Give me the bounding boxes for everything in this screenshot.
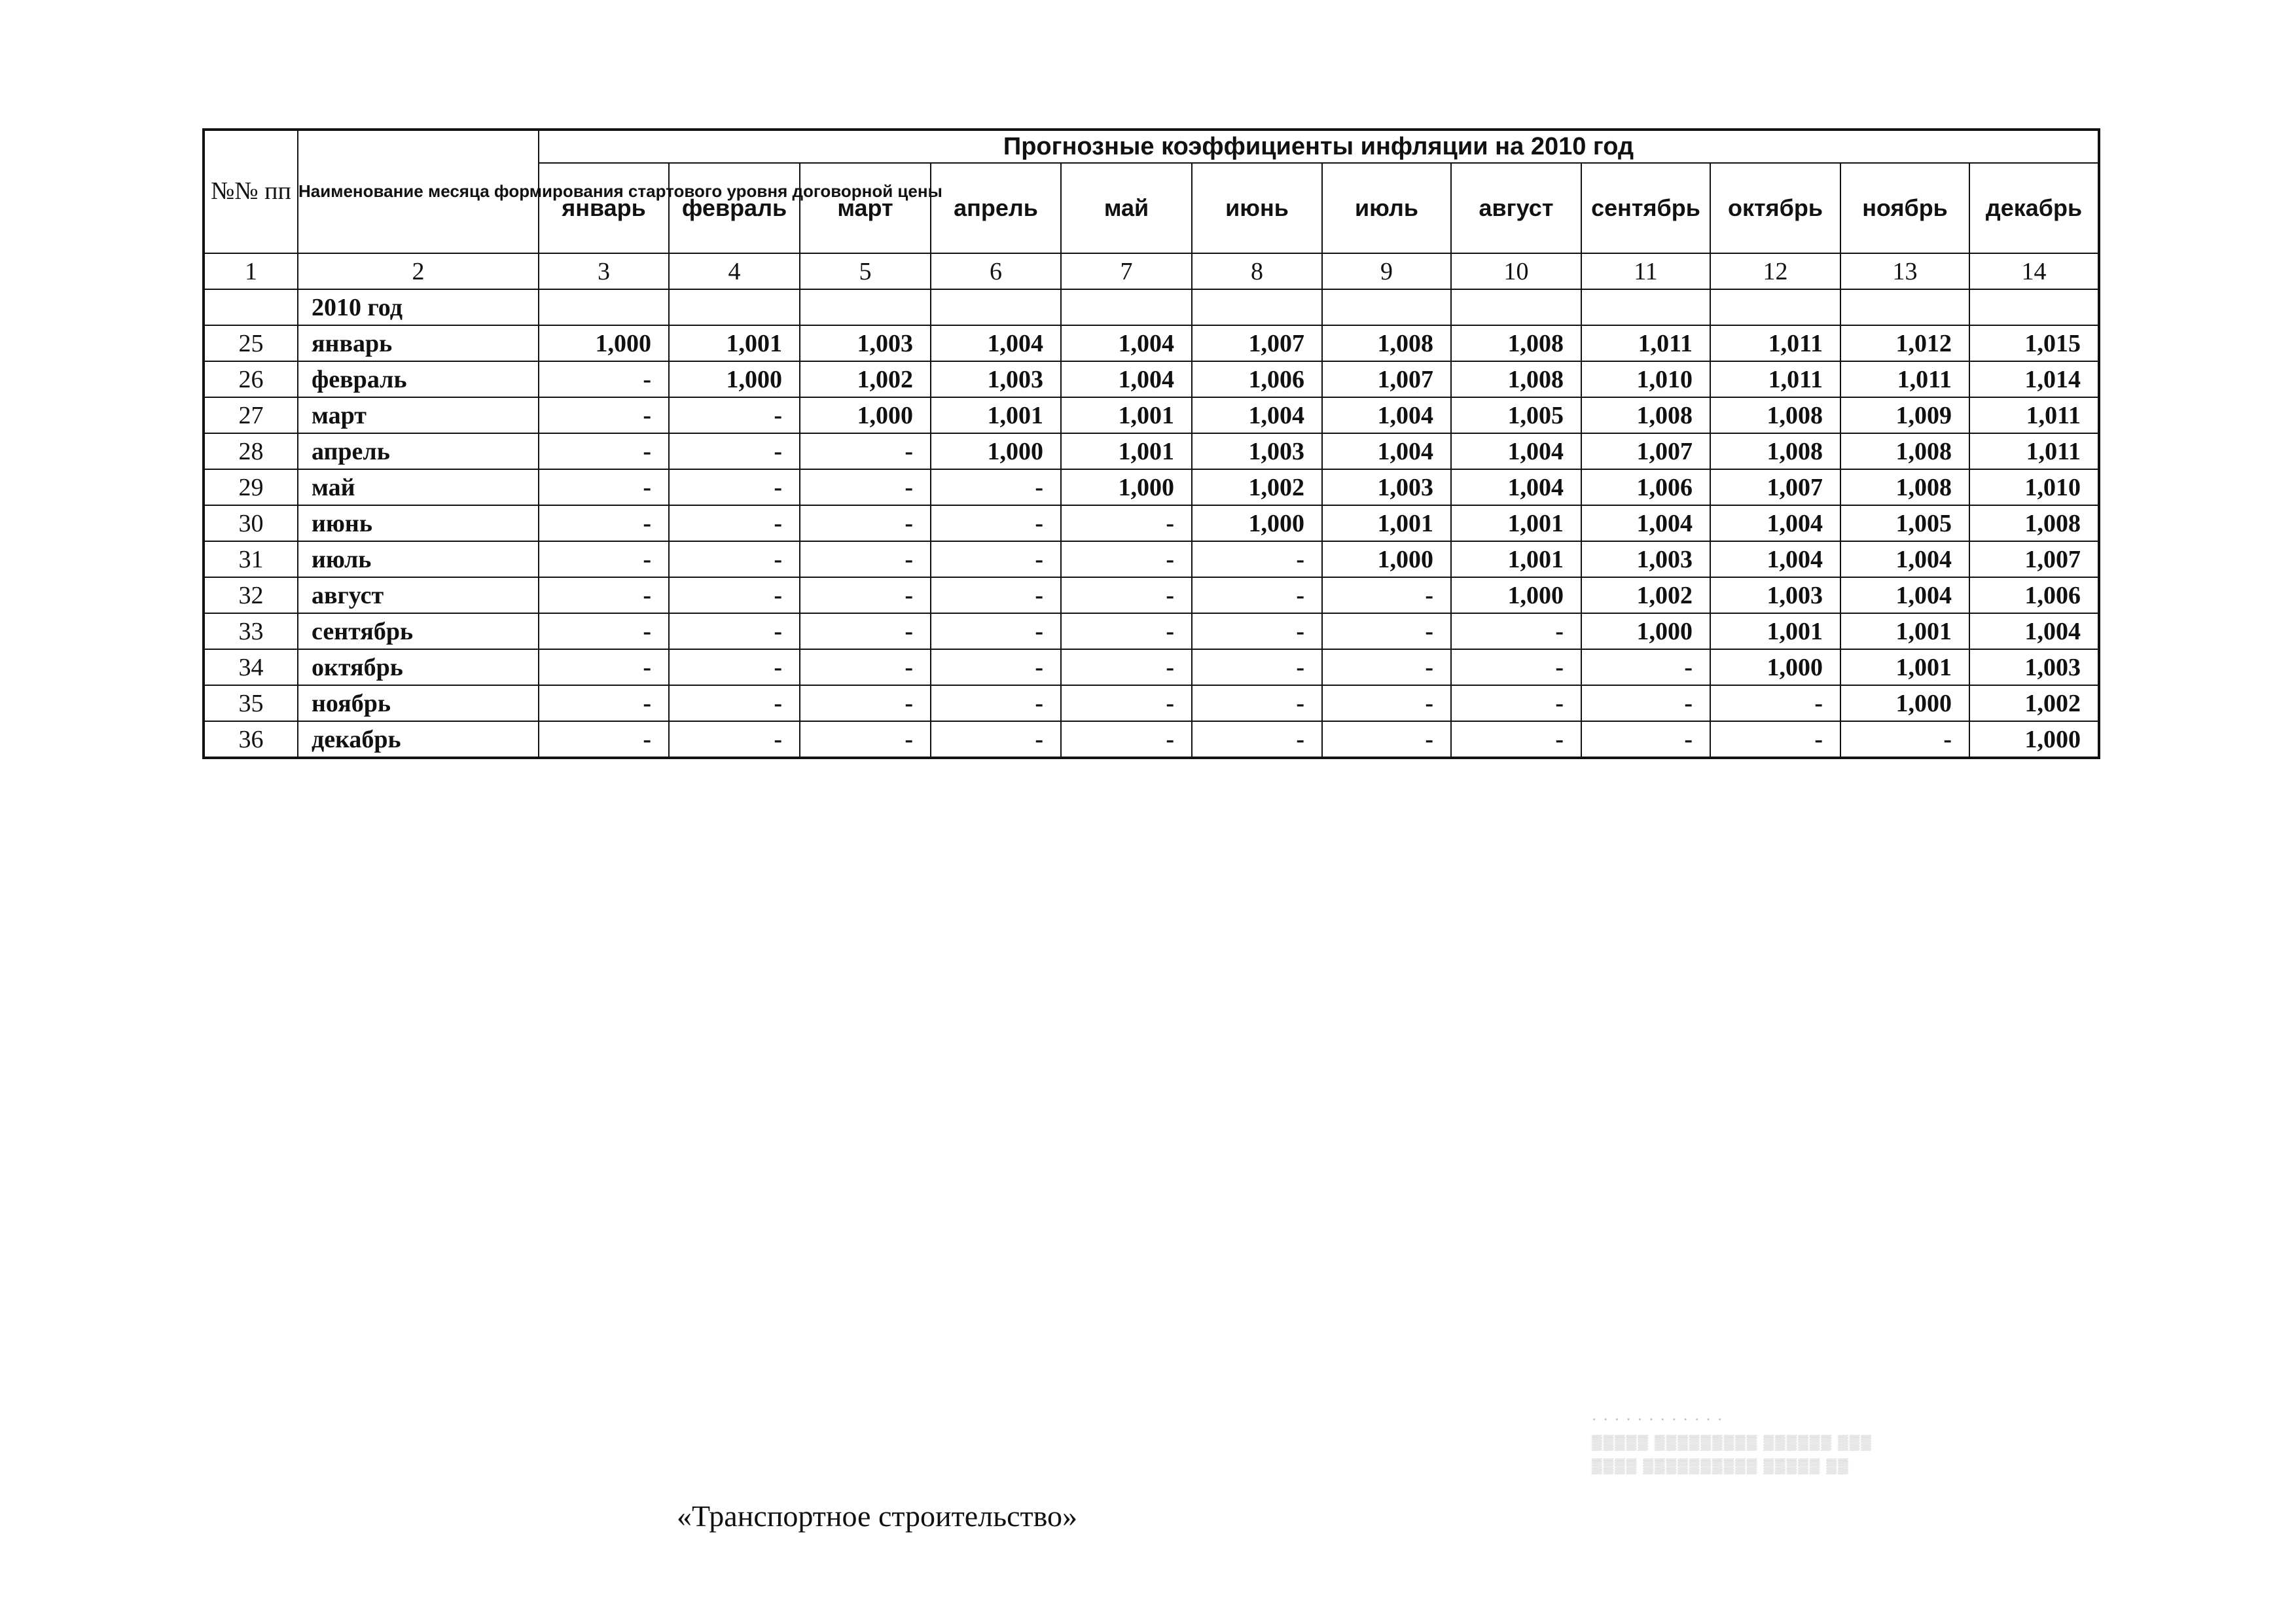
coefficient-cell: -: [1061, 721, 1192, 758]
coefficient-cell: 1,007: [1969, 541, 2099, 577]
coefficient-cell: -: [1581, 721, 1710, 758]
column-number-cell: 5: [800, 253, 931, 289]
coefficient-cell: -: [669, 505, 800, 541]
coefficient-cell: 1,004: [1061, 361, 1192, 397]
year-row-empty-cell: [669, 289, 800, 325]
coefficient-cell: 1,002: [1581, 577, 1710, 613]
column-number-cell: 6: [931, 253, 1061, 289]
coefficient-cell: 1,004: [1710, 541, 1840, 577]
coefficient-cell: -: [669, 541, 800, 577]
coefficient-cell: 1,000: [539, 325, 669, 361]
column-number-cell: 14: [1969, 253, 2099, 289]
coefficient-cell: 1,007: [1322, 361, 1451, 397]
coefficient-cell: -: [669, 397, 800, 433]
coefficient-cell: 1,007: [1192, 325, 1322, 361]
coefficient-cell: 1,000: [931, 433, 1061, 469]
header-month-11: ноябрь: [1840, 163, 1969, 253]
table-row: [204, 721, 2099, 758]
coefficient-cell: 1,004: [1322, 397, 1451, 433]
coefficient-cell: -: [669, 649, 800, 685]
coefficient-cell: -: [1322, 649, 1451, 685]
column-number-cell: 10: [1451, 253, 1581, 289]
year-row-empty-cell: [1969, 289, 2099, 325]
coefficient-cell: -: [1192, 541, 1322, 577]
column-number-cell: 11: [1581, 253, 1710, 289]
inflation-coefficient-table: [202, 128, 2100, 759]
year-row-empty-cell: [1710, 289, 1840, 325]
coefficient-cell: -: [800, 505, 931, 541]
table-row: [204, 649, 2099, 685]
coefficient-cell: 1,015: [1969, 325, 2099, 361]
header-month-4: апрель: [931, 163, 1061, 253]
row-month-name-cell: январь: [298, 325, 539, 361]
stamp-image: · · · · · · · · · · · · ▒▒▒▒▒ ▒▒▒▒▒▒▒▒▒ ▒▒▒▒▒▒ ▒▒▒ ▒▒▒▒ ▒▒▒▒▒▒▒▒▒▒ ▒▒▒▒▒ ▒▒: [1592, 1410, 1873, 1474]
coefficient-cell: 1,008: [1840, 469, 1969, 505]
coefficient-cell: -: [1451, 649, 1581, 685]
table-row: [204, 361, 2099, 397]
coefficient-cell: -: [1061, 613, 1192, 649]
coefficient-cell: 1,004: [931, 325, 1061, 361]
coefficient-cell: -: [800, 649, 931, 685]
coefficient-cell: 1,004: [1840, 541, 1969, 577]
column-number-cell: 3: [539, 253, 669, 289]
coefficient-cell: 1,011: [1840, 361, 1969, 397]
coefficient-cell: 1,001: [1451, 541, 1581, 577]
header-month-2: февраль: [669, 163, 800, 253]
coefficient-cell: 1,000: [1322, 541, 1451, 577]
row-number-cell: 29: [204, 469, 298, 505]
coefficient-cell: 1,004: [1451, 433, 1581, 469]
coefficient-cell: -: [800, 541, 931, 577]
coefficient-cell: 1,004: [1061, 325, 1192, 361]
header-row-number: №№ пп: [204, 130, 298, 253]
coefficient-cell: -: [1451, 613, 1581, 649]
coefficient-cell: -: [1322, 721, 1451, 758]
coefficient-cell: -: [1192, 577, 1322, 613]
coefficient-cell: 1,004: [1710, 505, 1840, 541]
coefficient-cell: 1,008: [1581, 397, 1710, 433]
coefficient-cell: -: [931, 541, 1061, 577]
table-row: [204, 541, 2099, 577]
header-month-8: август: [1451, 163, 1581, 253]
column-number-cell: 4: [669, 253, 800, 289]
coefficient-cell: 1,001: [1061, 433, 1192, 469]
column-number-cell: 1: [204, 253, 298, 289]
year-row-empty-cell: [1061, 289, 1192, 325]
row-month-name-cell: декабрь: [298, 721, 539, 758]
coefficient-cell: -: [539, 469, 669, 505]
coefficient-cell: 1,008: [1969, 505, 2099, 541]
year-row-empty-cell: [931, 289, 1061, 325]
coefficient-cell: 1,000: [1710, 649, 1840, 685]
coefficient-cell: -: [800, 469, 931, 505]
coefficient-cell: -: [539, 433, 669, 469]
coefficient-cell: -: [1322, 577, 1451, 613]
header-month-1: январь: [539, 163, 669, 253]
row-month-name-cell: сентябрь: [298, 613, 539, 649]
coefficient-cell: 1,001: [669, 325, 800, 361]
coefficient-cell: -: [931, 721, 1061, 758]
coefficient-cell: -: [931, 577, 1061, 613]
table-row: [204, 613, 2099, 649]
row-month-name-cell: август: [298, 577, 539, 613]
coefficient-cell: 1,005: [1840, 505, 1969, 541]
header-month-name: Наименование месяца формирования стартового уровня договорной цены: [298, 130, 539, 253]
coefficient-cell: 1,001: [1061, 397, 1192, 433]
coefficient-cell: 1,010: [1969, 469, 2099, 505]
coefficient-cell: 1,011: [1710, 325, 1840, 361]
year-label: 2010 год: [298, 289, 539, 325]
coefficient-cell: 1,008: [1710, 397, 1840, 433]
header-month-3: март: [800, 163, 931, 253]
coefficient-cell: 1,001: [1710, 613, 1840, 649]
coefficient-cell: -: [931, 469, 1061, 505]
coefficient-cell: -: [669, 577, 800, 613]
row-month-name-cell: июнь: [298, 505, 539, 541]
coefficient-cell: 1,003: [800, 325, 931, 361]
coefficient-cell: 1,004: [1840, 577, 1969, 613]
coefficient-cell: 1,010: [1581, 361, 1710, 397]
coefficient-cell: 1,014: [1969, 361, 2099, 397]
row-month-name-cell: февраль: [298, 361, 539, 397]
row-number-cell: 28: [204, 433, 298, 469]
coefficient-cell: -: [1710, 685, 1840, 721]
coefficient-cell: -: [800, 685, 931, 721]
coefficient-cell: -: [1581, 685, 1710, 721]
footer-title: «Транспортное строительство»: [676, 1499, 1078, 1533]
row-month-name-cell: март: [298, 397, 539, 433]
coefficient-cell: -: [669, 469, 800, 505]
coefficient-cell: -: [1192, 685, 1322, 721]
table-row: [204, 505, 2099, 541]
row-month-name-cell: ноябрь: [298, 685, 539, 721]
header-month-9: сентябрь: [1581, 163, 1710, 253]
column-number-cell: 8: [1192, 253, 1322, 289]
coefficient-cell: -: [800, 433, 931, 469]
coefficient-cell: -: [931, 685, 1061, 721]
row-number-cell: 30: [204, 505, 298, 541]
year-row-empty-cell: [539, 289, 669, 325]
coefficient-cell: 1,008: [1710, 433, 1840, 469]
table-row: [204, 469, 2099, 505]
coefficient-cell: 1,008: [1840, 433, 1969, 469]
row-month-name-cell: июль: [298, 541, 539, 577]
row-month-name-cell: апрель: [298, 433, 539, 469]
column-number-cell: 13: [1840, 253, 1969, 289]
coefficient-cell: 1,008: [1322, 325, 1451, 361]
year-row-empty-cell: [1840, 289, 1969, 325]
coefficient-cell: 1,002: [1969, 685, 2099, 721]
row-number-cell: 26: [204, 361, 298, 397]
table-row: [204, 397, 2099, 433]
coefficient-cell: -: [1840, 721, 1969, 758]
header-month-5: май: [1061, 163, 1192, 253]
coefficient-cell: -: [1451, 685, 1581, 721]
coefficient-cell: 1,004: [1322, 433, 1451, 469]
coefficient-cell: 1,002: [1192, 469, 1322, 505]
coefficient-cell: -: [539, 361, 669, 397]
year-row-empty-cell: [1451, 289, 1581, 325]
row-number-cell: 25: [204, 325, 298, 361]
coefficient-cell: 1,000: [1581, 613, 1710, 649]
coefficient-cell: -: [1192, 613, 1322, 649]
row-month-name-cell: май: [298, 469, 539, 505]
coefficient-cell: 1,000: [800, 397, 931, 433]
coefficient-cell: -: [1451, 721, 1581, 758]
coefficient-cell: 1,011: [1969, 433, 2099, 469]
coefficient-cell: 1,000: [1969, 721, 2099, 758]
coefficient-cell: 1,001: [1840, 613, 1969, 649]
coefficient-cell: -: [1322, 613, 1451, 649]
year-row: [204, 289, 2099, 325]
coefficient-cell: 1,003: [1969, 649, 2099, 685]
row-number-cell: 34: [204, 649, 298, 685]
coefficient-cell: -: [669, 613, 800, 649]
coefficient-cell: 1,012: [1840, 325, 1969, 361]
coefficient-cell: -: [800, 721, 931, 758]
column-number-cell: 12: [1710, 253, 1840, 289]
year-row-num-cell: [204, 289, 298, 325]
coefficient-cell: -: [539, 505, 669, 541]
coefficient-cell: 1,007: [1710, 469, 1840, 505]
row-number-cell: 33: [204, 613, 298, 649]
coefficient-cell: -: [800, 613, 931, 649]
coefficient-cell: -: [931, 613, 1061, 649]
coefficient-cell: -: [1322, 685, 1451, 721]
coefficient-cell: 1,006: [1192, 361, 1322, 397]
header-month-6: июнь: [1192, 163, 1322, 253]
row-number-cell: 32: [204, 577, 298, 613]
coefficient-cell: -: [1710, 721, 1840, 758]
inflation-coefficient-table-wrap: [202, 128, 2098, 759]
coefficient-cell: -: [539, 613, 669, 649]
table-row: [204, 433, 2099, 469]
table-row: [204, 577, 2099, 613]
coefficient-cell: 1,001: [931, 397, 1061, 433]
coefficient-cell: -: [1061, 649, 1192, 685]
coefficient-cell: -: [669, 721, 800, 758]
coefficient-cell: -: [539, 649, 669, 685]
coefficient-cell: 1,004: [1451, 469, 1581, 505]
column-number-row: [204, 253, 2099, 289]
row-number-cell: 27: [204, 397, 298, 433]
year-row-empty-cell: [1581, 289, 1710, 325]
coefficient-cell: 1,001: [1840, 649, 1969, 685]
coefficient-cell: 1,001: [1322, 505, 1451, 541]
table-row: [204, 685, 2099, 721]
coefficient-cell: 1,000: [1840, 685, 1969, 721]
coefficient-cell: -: [1061, 685, 1192, 721]
header-month-10: октябрь: [1710, 163, 1840, 253]
column-number-cell: 2: [298, 253, 539, 289]
coefficient-cell: 1,003: [1192, 433, 1322, 469]
coefficient-cell: -: [539, 541, 669, 577]
coefficient-cell: 1,005: [1451, 397, 1581, 433]
coefficient-cell: 1,011: [1969, 397, 2099, 433]
coefficient-cell: -: [800, 577, 931, 613]
row-month-name-cell: октябрь: [298, 649, 539, 685]
coefficient-cell: -: [669, 685, 800, 721]
coefficient-cell: 1,000: [1192, 505, 1322, 541]
coefficient-cell: -: [931, 649, 1061, 685]
coefficient-cell: -: [539, 397, 669, 433]
coefficient-cell: -: [1061, 505, 1192, 541]
year-row-empty-cell: [1192, 289, 1322, 325]
coefficient-cell: 1,004: [1969, 613, 2099, 649]
coefficient-cell: -: [539, 721, 669, 758]
coefficient-cell: 1,002: [800, 361, 931, 397]
coefficient-cell: -: [1581, 649, 1710, 685]
column-number-cell: 9: [1322, 253, 1451, 289]
row-number-cell: 31: [204, 541, 298, 577]
table-row: [204, 325, 2099, 361]
coefficient-cell: 1,000: [1451, 577, 1581, 613]
coefficient-cell: -: [1061, 541, 1192, 577]
coefficient-cell: 1,006: [1581, 469, 1710, 505]
row-number-cell: 35: [204, 685, 298, 721]
coefficient-cell: 1,008: [1451, 325, 1581, 361]
coefficient-cell: 1,007: [1581, 433, 1710, 469]
coefficient-cell: -: [931, 505, 1061, 541]
coefficient-cell: 1,001: [1451, 505, 1581, 541]
coefficient-cell: -: [539, 685, 669, 721]
column-number-cell: 7: [1061, 253, 1192, 289]
coefficient-cell: -: [1061, 577, 1192, 613]
year-row-empty-cell: [1322, 289, 1451, 325]
coefficient-cell: 1,009: [1840, 397, 1969, 433]
coefficient-cell: -: [539, 577, 669, 613]
coefficient-cell: -: [1192, 649, 1322, 685]
coefficient-cell: 1,011: [1581, 325, 1710, 361]
coefficient-cell: 1,003: [1322, 469, 1451, 505]
coefficient-cell: 1,003: [931, 361, 1061, 397]
coefficient-cell: 1,003: [1581, 541, 1710, 577]
coefficient-cell: 1,000: [669, 361, 800, 397]
coefficient-cell: 1,003: [1710, 577, 1840, 613]
row-number-cell: 36: [204, 721, 298, 758]
header-month-12: декабрь: [1969, 163, 2099, 253]
coefficient-cell: 1,006: [1969, 577, 2099, 613]
coefficient-cell: 1,011: [1710, 361, 1840, 397]
coefficient-cell: 1,004: [1192, 397, 1322, 433]
coefficient-cell: 1,004: [1581, 505, 1710, 541]
header-month-7: июль: [1322, 163, 1451, 253]
header-coefficients-group: Прогнозные коэффициенты инфляции на 2010 год: [539, 130, 2099, 163]
coefficient-cell: -: [669, 433, 800, 469]
year-row-empty-cell: [800, 289, 931, 325]
coefficient-cell: 1,000: [1061, 469, 1192, 505]
coefficient-cell: -: [1192, 721, 1322, 758]
coefficient-cell: 1,008: [1451, 361, 1581, 397]
